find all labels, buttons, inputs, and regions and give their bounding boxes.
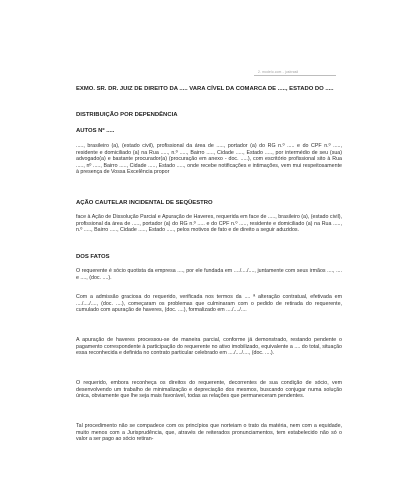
facts-paragraph: O requerido, embora reconheça os direitos do requerente, decorrentes de sua condição de sócio, vem desenvolvendo um trabalho de minimalização e depreciação dos mesmos, buscando conjugar numa solução única, obviamente que lhe seja mais favorável, todas as relações que permaneceram pendentes. — [76, 380, 342, 400]
header-divider — [254, 75, 336, 76]
facts-paragraph: A apuração de haveres processou-se de maneira parcial, conforme já demonstrado, restando pendente o pagamento correspondente à participação do requerente no ativo imobilizado, equivalente a .... do total, situação essa reconhecida e definida no contrato particular celebrado em ..../..../...., (doc. ....). — [76, 337, 342, 357]
header-note: 2. modelo.com - jusbrasil — [258, 70, 299, 74]
case-number: AUTOS Nº ..... — [76, 128, 115, 134]
distribution-heading: DISTRIBUIÇÃO POR DEPENDÊNCIA — [76, 112, 178, 118]
addressee-heading: EXMO. SR. DR. JUIZ DE DIREITO DA ..... VARA CÍVEL DA COMARCA DE ....., ESTADO DO ..... — [76, 86, 334, 92]
facts-paragraph: Tal procedimento não se compadece com os princípios que norteiam o trato da matéria, nem com a equidade, muito menos com a Jurisprudência, que, através de reiterados pronunciamentos, tem estabelecido não só o valor a ser pago ao sócio retiran- — [76, 423, 342, 443]
facts-paragraph: Com a admissão graciosa do requerido, verificada nos termos da .... ª alteração contratual, efetivada em ..../..../...., (doc. ....), começaram os problemas que culminaram com o pedido de retirada do requerente, cumulado com apuração de haveres, (doc. ....), formalizado em ..../..../.... — [76, 294, 342, 314]
action-paragraph: face à Ação de Dissolução Parcial e Apuração de Haveres, requerida em face de ....., brasileiro (a), (estado civil), profissional da área de ....., portador (a) do RG n.º ..... e do CPF n.º ....., residente e domiciliado (a) na Rua ....., n.º ....., Bairro ....., Cidade ....., Estado ....., pelos motivos de fato e de direito a seguir aduzidos. — [76, 214, 342, 234]
action-title: AÇÃO CAUTELAR INCIDENTAL DE SEQÜESTRO — [76, 200, 213, 206]
intro-paragraph: ....., brasileiro (a), (estado civil), profissional da área de ....., portador (a) do RG n.º ..... e do CPF n.º ....., residente e domiciliado (a) na Rua ....., n.º ....., Bairro ....., Cidade ....., Estado ....., por intermédio de seu (sua) advogado(a) e bastante procurador(a) (procuração em anexo - doc. .....), com escritório profissional sito à Rua ....., nº ....., Bairro ....., Cidade ....., Estado ....., onde recebe notificações e intimações, vem mui respeitosamente à presença de Vossa Excelência propor — [76, 143, 342, 176]
facts-paragraph: O requerente é sócio quotista da empresa ...., por ele fundada em ..../..../...., juntamente com seus irmãos ...., .... e ...., (doc. ....). — [76, 268, 342, 281]
facts-title: DOS FATOS — [76, 254, 110, 260]
